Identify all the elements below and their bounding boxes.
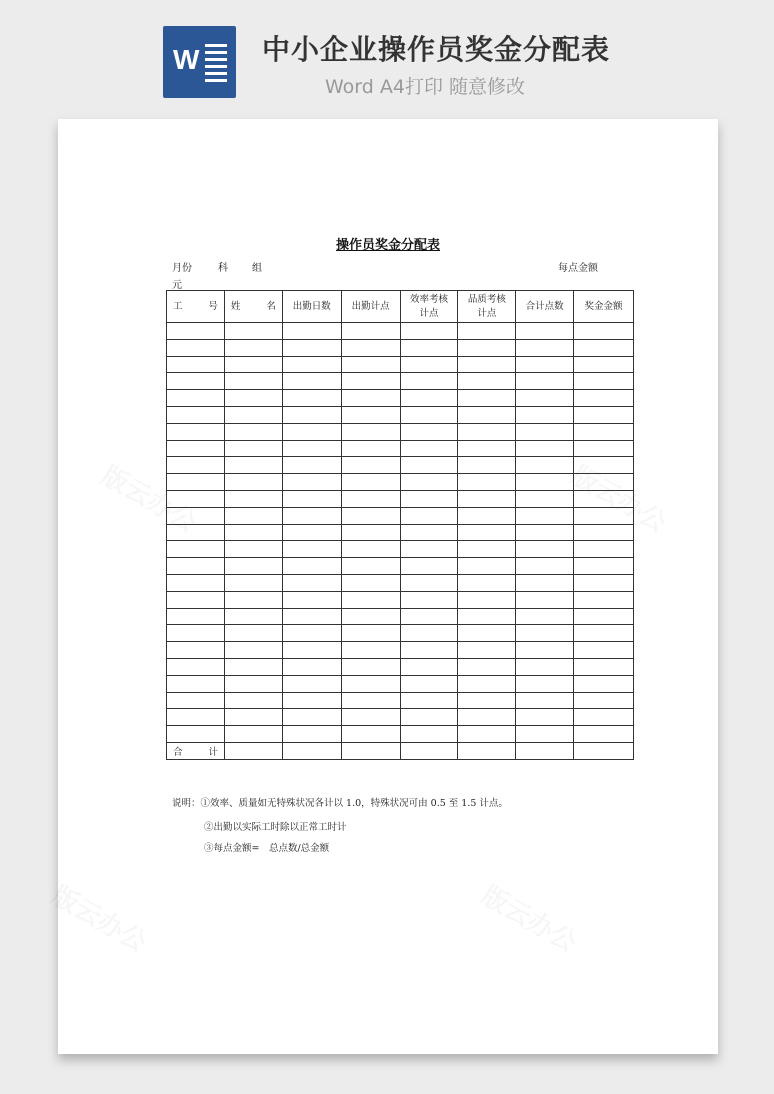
table-cell[interactable] [400,373,458,390]
table-row [167,440,634,457]
table-row [167,625,634,642]
table-cell[interactable] [516,642,574,659]
table-cell[interactable] [516,440,574,457]
table-cell[interactable] [282,625,341,642]
table-cell[interactable] [574,474,634,491]
table-cell[interactable] [516,423,574,440]
table-cell[interactable] [516,591,574,608]
table-cell[interactable] [282,742,341,759]
note-line-3: ③每点金额= 总点数/总金额 [204,843,330,854]
table-cell[interactable] [167,692,225,709]
document-title: 操作员奖金分配表 [335,238,440,253]
table-cell[interactable] [341,440,400,457]
banner-subtitle: Word A4打印 随意修改 [325,76,526,98]
table-row [167,457,634,474]
table-cell[interactable] [400,558,458,575]
note-line-1: 说明：①效率、质量如无特殊状况各计以 1.0，特殊状况可由 0.5 至 1.5 计点。 [172,798,508,809]
table-row [167,390,634,407]
table-cell[interactable] [167,524,225,541]
table-row [167,692,634,709]
table-cell[interactable] [458,675,516,692]
table-total-row [167,742,634,759]
table-cell[interactable] [167,474,225,491]
table-cell[interactable] [282,608,341,625]
table-cell[interactable] [167,423,225,440]
table-cell[interactable] [458,440,516,457]
table-cell[interactable] [458,390,516,407]
table-cell[interactable] [167,541,225,558]
table-cell[interactable] [224,608,282,625]
table-cell[interactable] [400,474,458,491]
table-cell[interactable] [574,323,634,340]
table-row [167,709,634,726]
table-cell[interactable] [341,642,400,659]
table-cell[interactable] [167,709,225,726]
table-cell[interactable] [224,440,282,457]
header-efficiency-points: 效率考核 计点 [400,291,458,323]
header-name: 姓 名 [224,291,282,323]
table-cell[interactable] [167,625,225,642]
banner [0,0,774,118]
table-cell[interactable] [341,558,400,575]
table-cell[interactable] [282,323,341,340]
table-cell[interactable] [224,591,282,608]
table-cell[interactable] [458,642,516,659]
table-cell[interactable] [341,356,400,373]
table-row [167,323,634,340]
table-cell[interactable] [224,406,282,423]
table-row [167,373,634,390]
table-cell[interactable] [516,507,574,524]
table-cell[interactable] [167,490,225,507]
table-cell[interactable] [224,373,282,390]
table-cell[interactable] [458,692,516,709]
table-cell[interactable] [167,608,225,625]
table-cell[interactable] [400,726,458,743]
table-row [167,339,634,356]
table-cell[interactable] [458,457,516,474]
table-cell[interactable] [458,742,516,759]
table-cell[interactable] [574,373,634,390]
table-cell[interactable] [458,608,516,625]
table-cell[interactable] [341,373,400,390]
watermark [476,875,585,959]
table-cell[interactable] [224,692,282,709]
table-cell[interactable] [341,726,400,743]
table-cell[interactable] [167,373,225,390]
table-cell[interactable] [282,339,341,356]
table-cell[interactable] [224,474,282,491]
table-cell[interactable] [282,440,341,457]
document-page [58,119,718,1054]
table-cell[interactable] [282,457,341,474]
table-cell[interactable] [167,457,225,474]
table-cell[interactable] [224,390,282,407]
table-cell[interactable] [341,742,400,759]
table-cell[interactable] [341,507,400,524]
table-cell[interactable] [574,692,634,709]
table-cell[interactable] [167,574,225,591]
table-cell[interactable] [282,490,341,507]
table-cell[interactable] [400,390,458,407]
table-cell[interactable] [167,558,225,575]
table-cell[interactable] [574,625,634,642]
table-cell[interactable] [574,524,634,541]
table-cell[interactable] [341,457,400,474]
table-cell[interactable] [516,692,574,709]
table-cell[interactable] [400,574,458,591]
table-cell[interactable] [341,390,400,407]
table-row [167,558,634,575]
word-icon [163,26,236,98]
table-cell[interactable] [458,709,516,726]
table-cell[interactable] [224,541,282,558]
table-cell[interactable] [224,742,282,759]
table-row [167,524,634,541]
table-cell[interactable] [400,709,458,726]
table-cell[interactable] [224,339,282,356]
table-cell[interactable] [400,423,458,440]
table-cell[interactable] [224,356,282,373]
table-cell[interactable] [400,541,458,558]
table-cell[interactable] [282,373,341,390]
table-cell[interactable] [516,709,574,726]
table-cell[interactable] [167,356,225,373]
table-cell[interactable] [400,524,458,541]
table-cell[interactable] [400,507,458,524]
table-cell[interactable] [224,457,282,474]
table-cell[interactable] [224,675,282,692]
table-cell[interactable] [341,323,400,340]
table-cell[interactable] [341,406,400,423]
table-cell[interactable] [574,574,634,591]
table-cell[interactable] [282,591,341,608]
table-row [167,423,634,440]
table-row [167,658,634,675]
table-cell[interactable] [224,558,282,575]
table-cell[interactable] [458,541,516,558]
table-row [167,356,634,373]
total-label: 合 计 [167,742,225,759]
bonus-table [166,290,634,760]
table-cell[interactable] [167,323,225,340]
table-cell[interactable] [516,406,574,423]
table-cell[interactable] [458,406,516,423]
table-cell[interactable] [224,642,282,659]
table-cell[interactable] [516,474,574,491]
table-row [167,406,634,423]
table-row [167,675,634,692]
table-cell[interactable] [458,625,516,642]
table-cell[interactable] [167,675,225,692]
table-row [167,591,634,608]
table-cell[interactable] [516,742,574,759]
table-cell[interactable] [282,692,341,709]
table-cell[interactable] [224,524,282,541]
table-cell[interactable] [574,742,634,759]
table-cell[interactable] [341,658,400,675]
table-cell[interactable] [516,390,574,407]
table-cell[interactable] [458,373,516,390]
table-cell[interactable] [516,574,574,591]
table-cell[interactable] [574,356,634,373]
table-cell[interactable] [458,323,516,340]
table-cell[interactable] [516,457,574,474]
table-cell[interactable] [574,507,634,524]
table-cell[interactable] [341,692,400,709]
table-cell[interactable] [400,440,458,457]
department-label: 科 [218,263,228,274]
table-cell[interactable] [224,323,282,340]
table-cell[interactable] [282,474,341,491]
table-cell[interactable] [458,490,516,507]
table-cell[interactable] [458,726,516,743]
table-cell[interactable] [458,507,516,524]
table-cell[interactable] [167,658,225,675]
table-cell[interactable] [458,356,516,373]
table-cell[interactable] [341,675,400,692]
table-cell[interactable] [167,339,225,356]
table-cell[interactable] [282,541,341,558]
table-cell[interactable] [516,558,574,575]
table-cell[interactable] [167,406,225,423]
table-cell[interactable] [224,490,282,507]
table-cell[interactable] [516,608,574,625]
word-icon-letter: W [173,44,200,75]
table-cell[interactable] [458,423,516,440]
table-cell[interactable] [282,356,341,373]
watermark [46,875,155,959]
table-cell[interactable] [574,440,634,457]
yuan-label: 元 [172,280,182,291]
table-cell[interactable] [574,658,634,675]
table-cell[interactable] [400,356,458,373]
table-cell[interactable] [282,524,341,541]
table-cell[interactable] [341,709,400,726]
table-cell[interactable] [167,642,225,659]
table-row [167,642,634,659]
header-total-points: 合计点数 [516,291,574,323]
table-cell[interactable] [458,474,516,491]
table-cell[interactable] [341,339,400,356]
table-cell[interactable] [400,625,458,642]
table-cell[interactable] [400,339,458,356]
header-attendance-points: 出勤计点 [341,291,400,323]
table-row [167,574,634,591]
table-cell[interactable] [574,642,634,659]
table-cell[interactable] [516,339,574,356]
table-cell[interactable] [224,709,282,726]
table-cell[interactable] [400,675,458,692]
table-row [167,726,634,743]
table-cell[interactable] [341,490,400,507]
table-cell[interactable] [341,541,400,558]
table-cell[interactable] [282,406,341,423]
table-cell[interactable] [574,726,634,743]
table-cell[interactable] [400,591,458,608]
table-cell[interactable] [516,490,574,507]
table-cell[interactable] [400,692,458,709]
table-cell[interactable] [458,658,516,675]
table-cell[interactable] [574,591,634,608]
table-cell[interactable] [341,625,400,642]
table-cell[interactable] [167,591,225,608]
table-cell[interactable] [341,574,400,591]
unit-amount-label: 每点金额 [558,263,598,274]
table-cell[interactable] [282,574,341,591]
table-cell[interactable] [224,423,282,440]
table-cell[interactable] [341,591,400,608]
table-cell[interactable] [516,726,574,743]
table-cell[interactable] [574,457,634,474]
table-cell[interactable] [282,642,341,659]
table-cell[interactable] [574,709,634,726]
table-cell[interactable] [458,558,516,575]
table-cell[interactable] [400,490,458,507]
table-row [167,474,634,491]
table-cell[interactable] [400,642,458,659]
table-row [167,507,634,524]
table-row [167,490,634,507]
header-employee-id: 工 号 [167,291,225,323]
table-cell[interactable] [516,675,574,692]
table-cell[interactable] [167,507,225,524]
table-cell[interactable] [224,507,282,524]
table-cell[interactable] [341,524,400,541]
table-cell[interactable] [516,323,574,340]
group-label: 组 [252,263,262,274]
table-cell[interactable] [574,558,634,575]
table-cell[interactable] [224,574,282,591]
table-cell[interactable] [574,423,634,440]
table-cell[interactable] [458,339,516,356]
table-row [167,541,634,558]
note-line-2: ②出勤以实际工时除以正常工时计 [204,822,347,833]
table-cell[interactable] [574,406,634,423]
table-cell[interactable] [574,675,634,692]
table-cell[interactable] [458,574,516,591]
word-icon-lines [205,44,227,86]
table-cell[interactable] [341,474,400,491]
table-cell[interactable] [574,541,634,558]
table-cell[interactable] [400,457,458,474]
table-cell[interactable] [282,709,341,726]
table-cell[interactable] [282,423,341,440]
table-cell[interactable] [400,323,458,340]
table-cell[interactable] [282,675,341,692]
table-cell[interactable] [282,390,341,407]
table-cell[interactable] [516,625,574,642]
table-cell[interactable] [574,608,634,625]
table-cell[interactable] [224,625,282,642]
table-cell[interactable] [458,591,516,608]
table-cell[interactable] [574,390,634,407]
table-cell[interactable] [516,373,574,390]
table-cell[interactable] [224,658,282,675]
table-cell[interactable] [282,726,341,743]
table-header-row [167,291,634,323]
table-cell[interactable] [516,541,574,558]
table-cell[interactable] [458,524,516,541]
table-cell[interactable] [167,390,225,407]
table-row [167,608,634,625]
table-cell[interactable] [574,490,634,507]
table-cell[interactable] [341,423,400,440]
table-cell[interactable] [516,658,574,675]
table-cell[interactable] [400,406,458,423]
table-cell[interactable] [282,507,341,524]
header-bonus-amount: 奖金金额 [574,291,634,323]
table-cell[interactable] [516,356,574,373]
table-cell[interactable] [400,608,458,625]
table-cell[interactable] [282,558,341,575]
table-cell[interactable] [167,440,225,457]
banner-title: 中小企业操作员奖金分配表 [262,33,611,66]
header-attendance-days: 出勤日数 [282,291,341,323]
table-cell[interactable] [516,524,574,541]
table-cell[interactable] [400,658,458,675]
table-cell[interactable] [400,742,458,759]
table-cell[interactable] [341,608,400,625]
table-cell[interactable] [167,726,225,743]
month-label: 月份 [172,263,192,274]
header-quality-points: 品质考核 计点 [458,291,516,323]
table-cell[interactable] [574,339,634,356]
table-cell[interactable] [282,658,341,675]
table-cell[interactable] [224,726,282,743]
